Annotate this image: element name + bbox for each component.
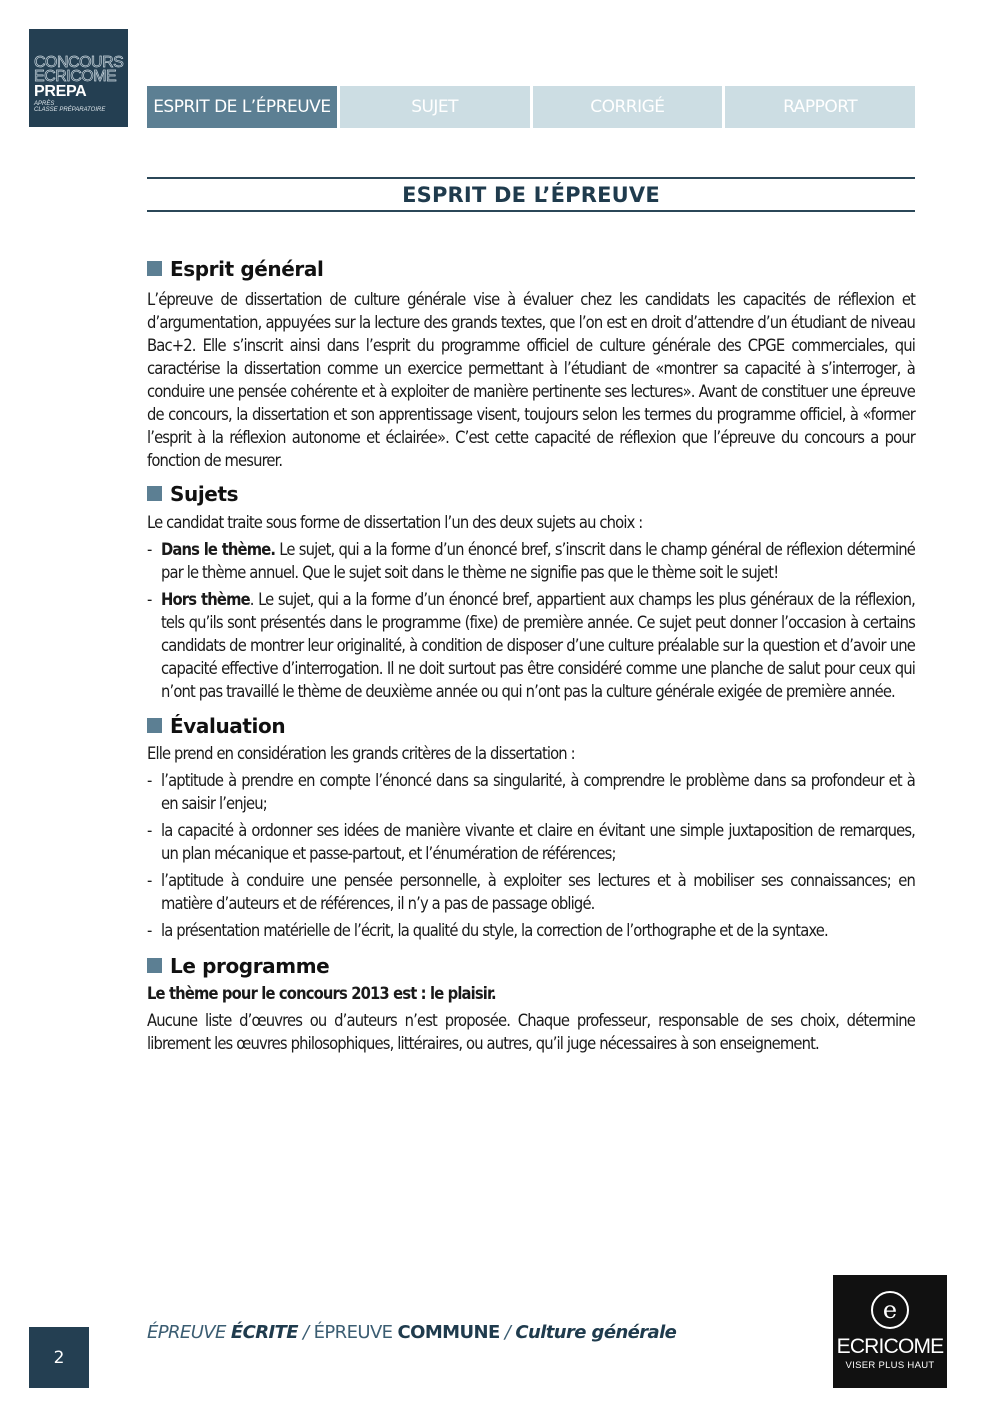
footer-part: ÉCRITE: [230, 1322, 298, 1343]
logo-line-apres: APRÈS: [34, 101, 55, 107]
paragraph-programme-theme: Le thème pour le concours 2013 est : le plaisir.: [147, 984, 496, 1003]
ecricome-logo: [833, 1275, 947, 1388]
paragraph-evaluation-intro: Elle prend en considération les grands critères de la dissertation :: [147, 744, 575, 763]
paragraph-sujets-intro: Le candidat traite sous forme de dissertation l’un des deux sujets au choix :: [147, 513, 643, 532]
logo-line-ecricome: ECRICOME: [34, 68, 117, 85]
section-heading-text: Esprit général: [170, 256, 324, 281]
square-bullet-icon: [147, 261, 162, 276]
list-item-text: l’aptitude à conduire une pensée personnelle, à exploiter ses lectures et à mobiliser ses connaissances; en matière d’auteurs et de références, il n’y a pas de passage obligé.: [161, 871, 915, 913]
list-evaluation: [147, 769, 915, 942]
footer-part: COMMUNE: [397, 1322, 500, 1343]
ecricome-prepa-logo: [29, 29, 128, 127]
section-heading-text: Le programme: [170, 953, 330, 978]
document-content: [147, 253, 915, 1055]
section-tabs: [147, 86, 915, 128]
tab-rapport[interactable]: RAPPORT: [725, 86, 915, 128]
logo-mark: e: [882, 1296, 898, 1324]
dash-bullet: -: [147, 921, 152, 940]
square-bullet-icon: [147, 718, 162, 733]
page-title-box: [147, 177, 915, 212]
list-item-bold: Dans le thème.: [161, 540, 276, 559]
list-item-text: la capacité à ordonner ses idées de manière vivante et claire en évitant une simple juxtaposition de remarques, un plan mécanique et passe-partout, et l’énumération de références;: [161, 821, 915, 863]
ecricome-e-icon: [871, 1291, 909, 1329]
list-item: [147, 588, 915, 703]
square-bullet-icon: [147, 486, 162, 501]
list-sujets: [147, 538, 915, 703]
dash-bullet: -: [147, 821, 152, 840]
section-heading-text: Sujets: [170, 481, 239, 506]
section-heading-text: Évaluation: [170, 713, 286, 738]
list-item-text: la présentation matérielle de l’écrit, la qualité du style, la correction de l’orthographe et de la syntaxe.: [161, 921, 828, 940]
list-item: [147, 538, 915, 584]
footer-part: ÉPREUVE: [147, 1322, 231, 1343]
footer-separator: /: [297, 1322, 314, 1343]
section-heading-evaluation: [147, 712, 915, 739]
square-bullet-icon: [147, 958, 162, 973]
section-heading-esprit: [147, 255, 915, 282]
dash-bullet: -: [147, 590, 152, 609]
dash-bullet: -: [147, 540, 152, 559]
section-heading-programme: [147, 952, 915, 979]
list-item: [147, 919, 915, 942]
logo-line-concours: CONCOURS: [34, 54, 124, 71]
paragraph-esprit: L’épreuve de dissertation de culture générale vise à évaluer chez les candidats les capacités de réflexion et d’argumentation, appuyées sur la lecture des grands textes, que l’on est en droit d’attendre d’un étudiant de niveau Bac+2. Elle s’inscrit ainsi dans l’esprit du programme officiel de culture générale des CPGE commerciales, qui caractérise la dissertation comme un exercice permettant à l’étudiant de «montrer sa capacité à s’interroger, à conduire une pensée cohérente et à exploiter de manière pertinente ses lectures». Avant de constituer une épreuve de concours, la dissertation et son apprentissage visent, toujours selon les termes du programme officiel, à «former l’esprit à la réflexion autonome et éclairée». C’est cette capacité de réflexion que l’épreuve du concours a pour fonction de mesurer.: [147, 290, 915, 470]
tab-esprit-epreuve[interactable]: ESPRIT DE L’ÉPREUVE: [147, 86, 337, 128]
list-item-bold: Hors thème: [161, 590, 250, 609]
dash-bullet: -: [147, 871, 152, 890]
logo-brand: ECRICOME: [836, 1335, 944, 1358]
list-item-text: Le sujet, qui a la forme d’un énoncé bref, s’inscrit dans le champ général de réflexion déterminé par le thème annuel. Que le sujet soit dans le thème ne signifie pas que le thème soit le sujet!: [161, 540, 915, 582]
logo-line-prepa: PREPA: [34, 83, 87, 100]
section-heading-sujets: [147, 480, 915, 507]
logo-tagline: VISER PLUS HAUT: [845, 1360, 935, 1371]
list-item: [147, 769, 915, 815]
paragraph-programme: Aucune liste d’œuvres ou d’auteurs n’est proposée. Chaque professeur, responsable de ses choix, détermine librement les œuvres philosophiques, littéraires, ou autres, qu’il juge nécessaires à son enseignement.: [147, 1011, 915, 1053]
footer-separator: /: [499, 1322, 516, 1343]
tab-sujet[interactable]: SUJET: [340, 86, 530, 128]
list-item: [147, 869, 915, 915]
footer-part: Culture générale: [515, 1322, 677, 1343]
list-item-text: l’aptitude à prendre en compte l’énoncé dans sa singularité, à comprendre le problème dans sa profondeur et à en saisir l’enjeu;: [161, 771, 915, 813]
dash-bullet: -: [147, 771, 152, 790]
page-title: ESPRIT DE L’ÉPREUVE: [402, 182, 660, 207]
tab-corrige[interactable]: CORRIGÉ: [533, 86, 723, 128]
footer-caption: [147, 1322, 676, 1343]
list-item: [147, 819, 915, 865]
page-number: 2: [29, 1327, 89, 1388]
logo-line-classe: CLASSE PRÉPARATOIRE: [34, 107, 106, 113]
footer-part: ÉPREUVE: [313, 1322, 398, 1343]
list-item-text: . Le sujet, qui a la forme d’un énoncé bref, appartient aux champs les plus généraux de la réflexion, tels qu’ils sont présentés dans le programme (fixe) de première année. Ce sujet peut donner l’occasion à certains candidats de montrer leur originalité, à condition de disposer d’une culture préalable sur la question et d’avoir une capacité effective d’interrogation. Il ne doit surtout pas être considéré comme une planche de salut pour ceux qui n’ont pas travaillé le thème de deuxième année ou qui n’ont pas la culture générale exigée de première année.: [161, 590, 916, 701]
